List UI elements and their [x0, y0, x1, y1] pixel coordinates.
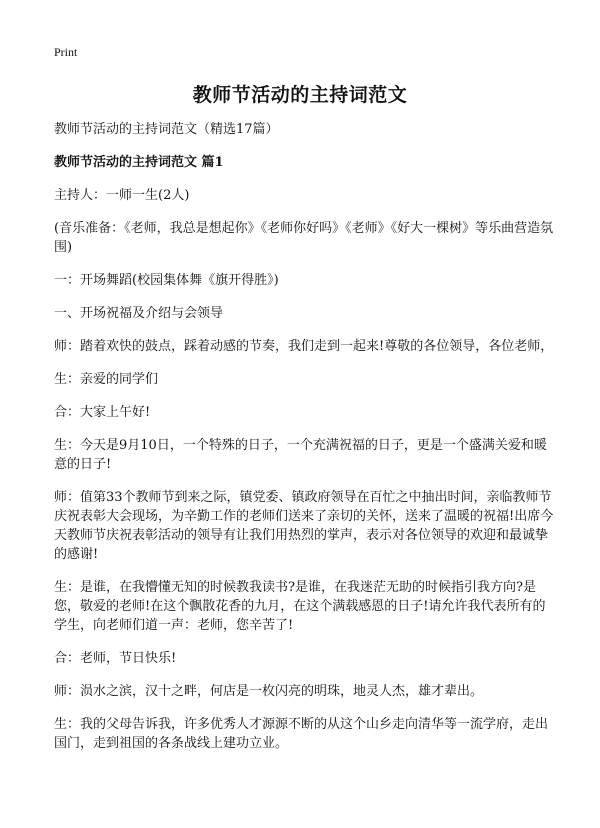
section-heading: 教师节活动的主持词范文 篇1 [54, 155, 224, 170]
document-subtitle: 教师节活动的主持词范文（精选17篇） [54, 122, 279, 137]
paragraph: 生：我的父母告诉我，许多优秀人才源源不断的从这个山乡走向清华等一流学府，走出国门，走到祖国的各条战线上建功立业。 [54, 717, 549, 751]
document-body [54, 120, 554, 767]
paragraph: 师：踏着欢快的鼓点，踩着动感的节奏，我们走到一起来!尊敬的各位领导，各位老师， [54, 339, 554, 354]
print-label: Print [54, 45, 78, 59]
paragraph: 合：老师，节日快乐! [54, 651, 177, 666]
paragraph: (音乐准备：《老师，我总是想起你》《老师你好吗》《老师》《好大一棵树》等乐曲营造氛围) [54, 221, 554, 255]
paragraph: 生：是谁，在我懵懂无知的时候教我读书?是谁，在我迷茫无助的时候指引我方向?是您，敬爱的老师!在这个飘散花香的九月，在这个满载感恩的日子!请允许我代表所有的学生，向老师们道一声：老师，您辛苦了! [54, 580, 546, 633]
paragraph: 生：亲爱的同学们 [54, 372, 159, 387]
paragraph: 主持人：一师一生(2人) [54, 188, 190, 203]
paragraph: 一、开场祝福及介绍与会领导 [54, 306, 224, 321]
page-title: 教师节活动的主持词范文 [192, 84, 408, 106]
paragraph: 师：值第33个教师节到来之际，镇党委、镇政府领导在百忙之中抽出时间，亲临教师节庆祝表彰大会现场，为辛勤工作的老师们送来了亲切的关怀，送来了温暖的祝福!出席今天教师节庆祝表彰活动的领导有让我们用热烈的掌声，表示对各位领导的欢迎和最诚挚的感谢! [54, 490, 554, 562]
paragraph: 师：涢水之滨，汉十之畔，何店是一枚闪亮的明珠，地灵人杰，雄才辈出。 [54, 684, 484, 699]
paragraph: 一：开场舞蹈(校园集体舞《旗开得胜》) [54, 273, 279, 288]
paragraph: 合：大家上午好! [54, 405, 151, 420]
paragraph: 生：今天是9月10日，一个特殊的日子，一个充满祝福的日子，更是一个盛满关爱和暖意的日子! [54, 438, 547, 472]
